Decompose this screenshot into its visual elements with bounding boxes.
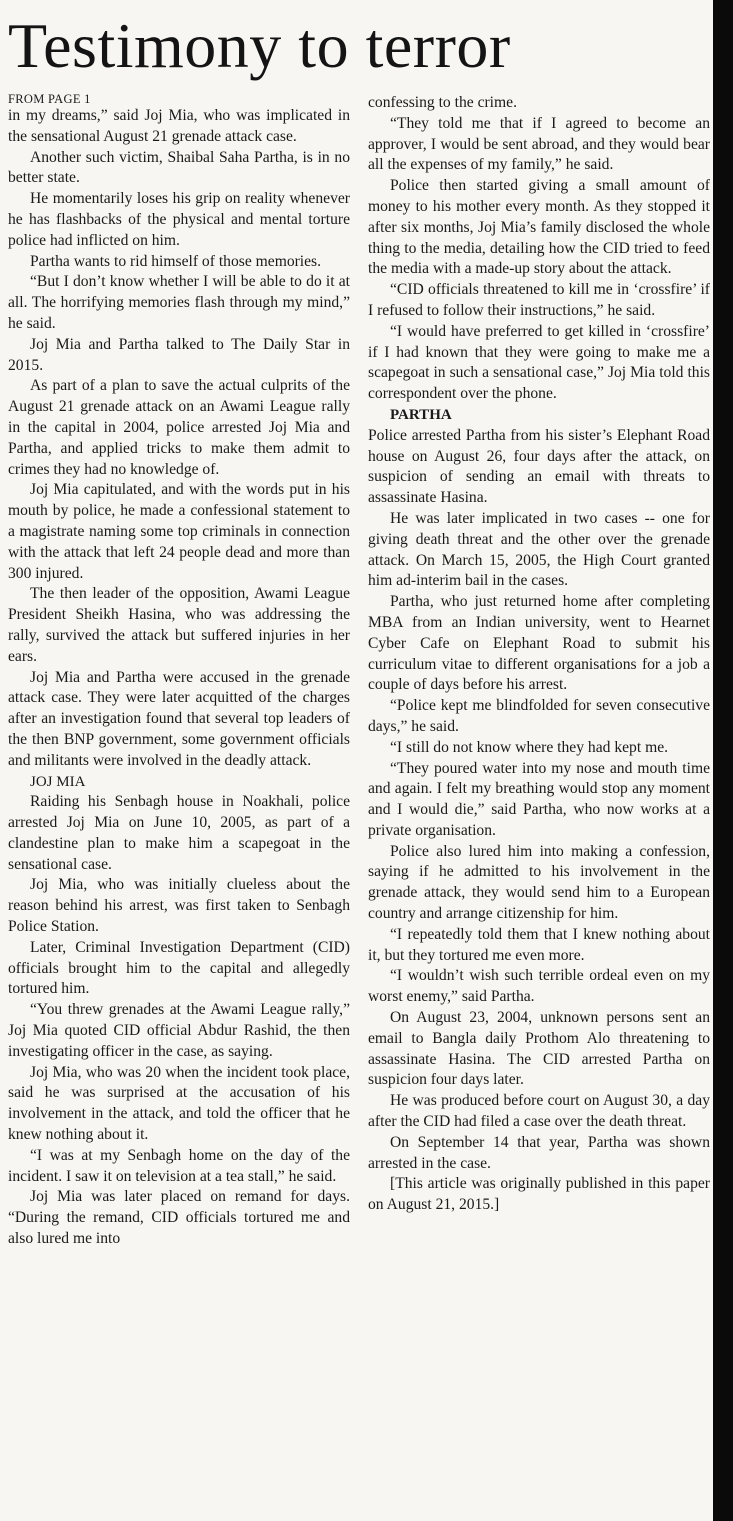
right-column <box>368 93 710 1216</box>
paragraph: Joj Mia was later placed on remand for days. “During the remand, CID officials tortured me and also lured me into <box>8 1188 350 1248</box>
paragraph: “Police kept me blindfolded for seven consecutive days,” he said. <box>368 697 710 735</box>
paragraph: Police then started giving a small amount of money to his mother every month. As they stopped it after six months, Joj Mia’s family disclosed the whole thing to the media, detailing how the CID tried to feed the media with a made-up story about the attack. <box>368 177 710 278</box>
paragraph: Police arrested Partha from his sister’s Elephant Road house on August 26, four days after the attack, on suspicion of sending an email with threats to assassinate Hasina. <box>368 426 710 507</box>
kicker: FROM PAGE 1 <box>8 92 91 106</box>
paragraph: “CID officials threatened to kill me in ‘crossfire’ if I refused to follow their instructions,” he said. <box>368 281 710 319</box>
paragraph: “They told me that if I agreed to become an approver, I would be sent abroad, and they would bear all the expenses of my family,” he said. <box>368 114 710 174</box>
section-subhead: PARTHA <box>390 406 452 423</box>
left-column <box>8 92 350 1250</box>
paragraph: Partha, who just returned home after completing MBA from an Indian university, went to Hearnet Cyber Cafe on Elephant Road to submit his curriculum vitae to different organisations for a job a couple of days before his arrest. <box>368 593 710 694</box>
paragraph: “I still do not know where they had kept me. <box>390 738 669 756</box>
paragraph: confessing to the crime. <box>368 94 517 111</box>
paragraph: Raiding his Senbagh house in Noakhali, police arrested Joj Mia on June 10, 2005, as part of a clandestine plan to make him a scapegoat in the sensational case. <box>8 793 350 873</box>
headline: Testimony to terror <box>8 10 511 81</box>
paragraph: Joj Mia, who was 20 when the incident took place, said he was surprised at the accusation of his involvement in the attack, and told the officer that he knew nothing about it. <box>8 1063 350 1144</box>
paragraph: Later, Criminal Investigation Department (CID) officials brought him to the capital and allegedly tortured him. <box>8 938 350 998</box>
paragraph: “They poured water into my nose and mouth time and again. I felt my breathing would stop any moment and I would die,” said Partha, who now works at a private organisation. <box>368 759 710 839</box>
paragraph: On August 23, 2004, unknown persons sent an email to Bangla daily Prothom Alo threatening to assassinate Hasina. The CID arrested Partha on suspicion four days later. <box>368 1009 710 1089</box>
paragraph: [This article was originally published in this paper on August 21, 2015.] <box>368 1175 710 1214</box>
paragraph: Joj Mia capitulated, and with the words put in his mouth by police, he made a confessional statement to a magistrate naming some top criminals in connection with the attack that left 24 people dead and more than 300 injured. <box>8 481 350 582</box>
paragraph: He was produced before court on August 30, a day after the CID had filed a case over the death threat. <box>368 1092 710 1131</box>
section-subhead: JOJ MIA <box>30 773 86 790</box>
paragraph: Partha wants to rid himself of those memories. <box>30 252 322 270</box>
paragraph: “I repeatedly told them that I knew nothing about it, but they tortured me even more. <box>368 925 710 964</box>
paragraph: He momentarily loses his grip on reality whenever he has flashbacks of the physical and mental torture police had inflicted on him. <box>8 190 350 249</box>
paragraph: Joj Mia and Partha were accused in the grenade attack case. They were later acquitted of the charges after an investigation found that several top leaders of the then BNP government, some government officials and militants were involved in the deadly attack. <box>8 668 350 769</box>
paragraph: Police also lured him into making a confession, saying if he admitted to his involvement in the grenade attack, they would send him to a European country and arrange citizenship for him. <box>368 842 710 923</box>
paragraph: Joj Mia and Partha talked to The Daily Star in 2015. <box>8 335 350 374</box>
paragraph: He was later implicated in two cases -- one for giving death threat and the other over the grenade attack. On March 15, 2005, the High Court granted him ad-interim bail in the cases. <box>368 509 710 590</box>
paragraph: “But I don’t know whether I will be able to do it at all. The horrifying memories flash through my mind,” he said. <box>8 273 350 332</box>
paragraph: Another such victim, Shaibal Saha Partha, is in no better state. <box>8 148 350 187</box>
paragraph: “You threw grenades at the Awami League rally,” Joj Mia quoted CID official Abdur Rashid, the then investigating officer in the case, as saying. <box>8 1001 350 1060</box>
paragraph: Joj Mia, who was initially clueless about the reason behind his arrest, was first taken to Senbagh Police Station. <box>8 876 350 936</box>
paragraph: in my dreams,” said Joj Mia, who was implicated in the sensational August 21 grenade attack case. <box>8 107 350 145</box>
left-column-body <box>8 106 350 1250</box>
paragraph: “I was at my Senbagh home on the day of the incident. I saw it on television at a tea stall,” he said. <box>8 1146 350 1185</box>
right-column-body <box>368 93 710 1216</box>
paragraph: “I would have preferred to get killed in ‘crossfire’ if I had known that they were going to make me a scapegoat in such a sensational case,” Joj Mia told this correspondent over the phone. <box>368 322 710 403</box>
paragraph: The then leader of the opposition, Awami League President Sheikh Hasina, who was addressing the rally, survived the attack but suffered injuries in her ears. <box>8 585 350 665</box>
paragraph: As part of a plan to save the actual culprits of the August 21 grenade attack on an Awami League rally in the capital in 2004, police arrested Joj Mia and Partha, and applied tricks to make them admit to crimes they had no knowledge of. <box>8 377 350 478</box>
paragraph: On September 14 that year, Partha was shown arrested in the case. <box>368 1133 710 1172</box>
page-edge <box>713 0 733 1521</box>
paragraph: “I wouldn’t wish such terrible ordeal even on my worst enemy,” said Partha. <box>368 967 710 1006</box>
